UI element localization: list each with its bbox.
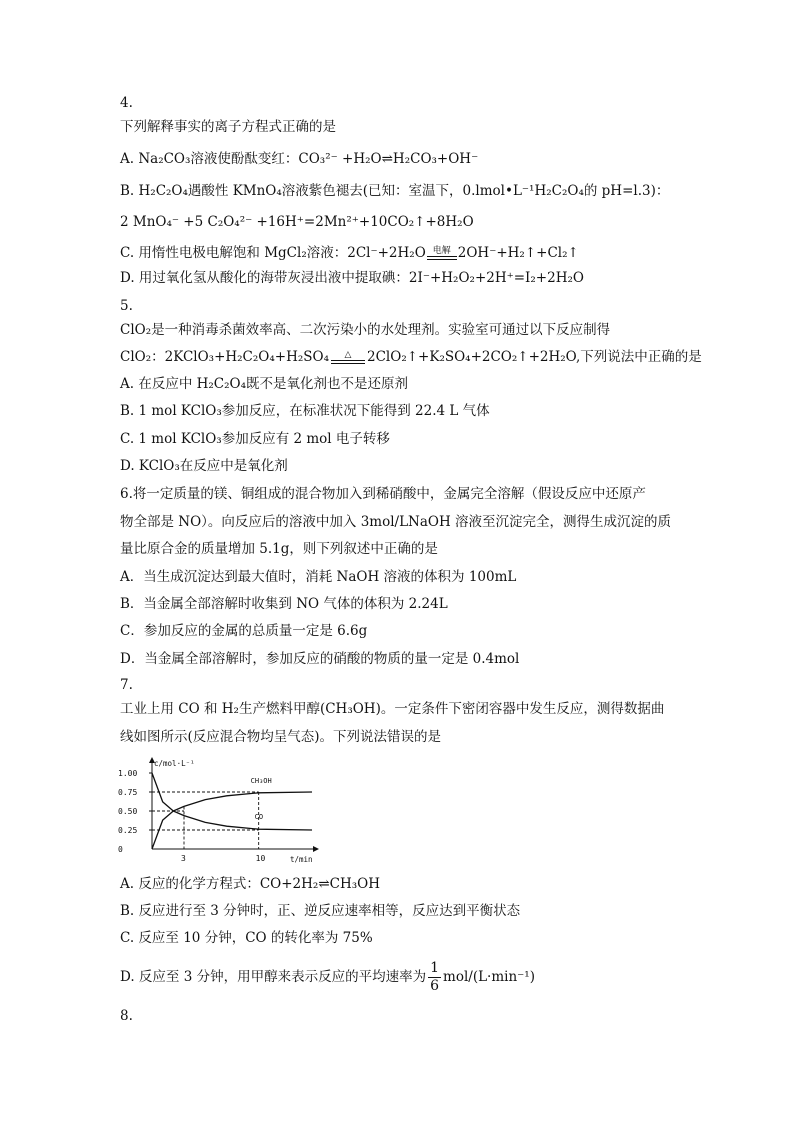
q4-option-b: B. H₂C₂O₄遇酸性 KMnO₄溶液紫色褪去(已知：室温下，0.lmol•L⁻¹H₂C₂O₄的 pH=l.3)： [120, 183, 670, 199]
q7-option-a: A. 反应的化学方程式：CO+2H₂⇌CH₃OH [120, 876, 380, 892]
q7-option-c: C. 反应至 10 分钟，CO 的转化率为 75% [120, 930, 373, 946]
q6-option-a: A．当生成沉淀达到最大值时，消耗 NaOH 溶液的体积为 100mL [120, 569, 517, 585]
q7-number: 7. [120, 677, 133, 693]
q4-condition-arrow [427, 247, 457, 260]
q7-option-d [120, 960, 535, 995]
q4-option-c-rest: 2OH⁻+H₂↑+Cl₂↑ [457, 245, 579, 261]
series-line-co [152, 773, 312, 830]
q5-number: 5. [120, 298, 133, 314]
q4-option-b-equation: 2 MnO₄⁻ +5 C₂O₄²⁻ +16H⁺=2Mn²⁺+10CO₂↑+8H₂O [120, 214, 474, 230]
q5-eq-right: 2ClO₂↑+K₂SO₄+2CO₂↑+2H₂O,下列说法中正确的是 [367, 349, 702, 365]
q6-option-b: B．当金属全部溶解时收集到 NO 气体的体积为 2.24L [120, 596, 448, 612]
y-axis-label: c/mol·L⁻¹ [154, 759, 195, 768]
equals-sign-icon [331, 360, 365, 364]
y-tick-label: 0 [118, 845, 123, 854]
q5-heat-arrow [331, 351, 365, 364]
fraction-denominator: 6 [430, 978, 440, 994]
q4-option-d: D. 用过氧化氢从酸化的海带灰浸出液中提取碘：2I⁻+H₂O₂+2H⁺=I₂+2H₂O [120, 270, 584, 286]
series-line-ch3oh [152, 792, 312, 849]
q7-option-b: B. 反应进行至 3 分钟时，正、逆反应速率相等，反应达到平衡状态 [120, 903, 521, 919]
q6-option-c: C．参加反应的金属的总质量一定是 6.6g [120, 623, 368, 639]
rate-fraction [428, 960, 441, 995]
q5-option-a: A. 在反应中 H₂C₂O₄既不是氧化剂也不是还原剂 [120, 376, 409, 392]
electrolysis-condition: 电解 [432, 246, 451, 256]
q5-stem: ClO₂是一种消毒杀菌效率高、二次污染小的水处理剂。实验室可通过以下反应制得 [120, 322, 611, 338]
y-tick-label: 0.25 [118, 826, 138, 835]
q4-option-c-text: C. 用惰性电极电解饱和 MgCl₂溶液：2Cl⁻+2H₂O [120, 245, 426, 261]
q7-option-d-text: D. 反应至 3 分钟，用甲醇来表示反应的平均速率为 [120, 969, 427, 985]
x-tick-label: 3 [181, 854, 186, 863]
series-label-co: CO [254, 813, 264, 821]
q7-option-d-unit: mol/(L·min⁻¹) [443, 969, 535, 985]
fraction-numerator: 1 [430, 960, 440, 976]
q4-stem: 下列解释事实的离子方程式正确的是 [120, 119, 336, 135]
x-axis-label: t/min [290, 855, 313, 864]
y-tick-label: 0.75 [118, 788, 138, 797]
q5-eq-left: ClO₂：2KClO₃+H₂C₂O₄+H₂SO₄ [120, 349, 330, 365]
q4-number: 4. [120, 95, 133, 111]
q6-stem-line2: 物全部是 NO）。向反应后的溶液中加入 3mol/LNaOH 溶液至沉淀完全，测得生成沉淀的质 [120, 514, 672, 530]
q6-option-d: D．当金属全部溶解时，参加反应的硝酸的物质的量一定是 0.4mol [120, 651, 520, 667]
q6-stem-line1: 6.将一定质量的镁、铜组成的混合物加入到稀硝酸中，金属完全溶解（假设反应中还原产 [120, 486, 646, 502]
equals-sign-icon [427, 256, 457, 260]
y-tick-label: 1.00 [118, 769, 138, 778]
q6-stem-line3: 量比原合金的质量增加 5.1g，则下列叙述中正确的是 [120, 541, 438, 557]
y-tick-label: 0.50 [118, 807, 138, 816]
x-tick-label: 10 [255, 854, 266, 863]
q5-option-c: C. 1 mol KClO₃参加反应有 2 mol 电子转移 [120, 431, 390, 447]
q8-number: 8. [120, 1008, 133, 1024]
series-label-ch3oh: CH₃OH [250, 777, 272, 785]
q4-option-c [120, 244, 579, 264]
heat-condition: △ [344, 350, 352, 360]
q7-stem-line1: 工业上用 CO 和 H₂生产燃料甲醇(CH₃OH)。一定条件下密闭容器中发生反应，测得数据曲 [120, 701, 665, 717]
concentration-time-chart [112, 756, 322, 868]
q5-option-d: D. KClO₃在反应中是氧化剂 [120, 458, 288, 474]
q5-option-b: B. 1 mol KClO₃参加反应，在标准状况下能得到 22.4 L 气体 [120, 403, 490, 419]
q7-stem-line2: 线如图所示(反应混合物均呈气态)。下列说法错误的是 [120, 729, 442, 745]
q4-option-a: A. Na₂CO₃溶液使酚酞变红：CO₃²⁻ +H₂O⇌H₂CO₃+OH⁻ [120, 151, 479, 167]
x-axis-arrow-icon [313, 846, 319, 852]
q5-equation [120, 348, 702, 368]
